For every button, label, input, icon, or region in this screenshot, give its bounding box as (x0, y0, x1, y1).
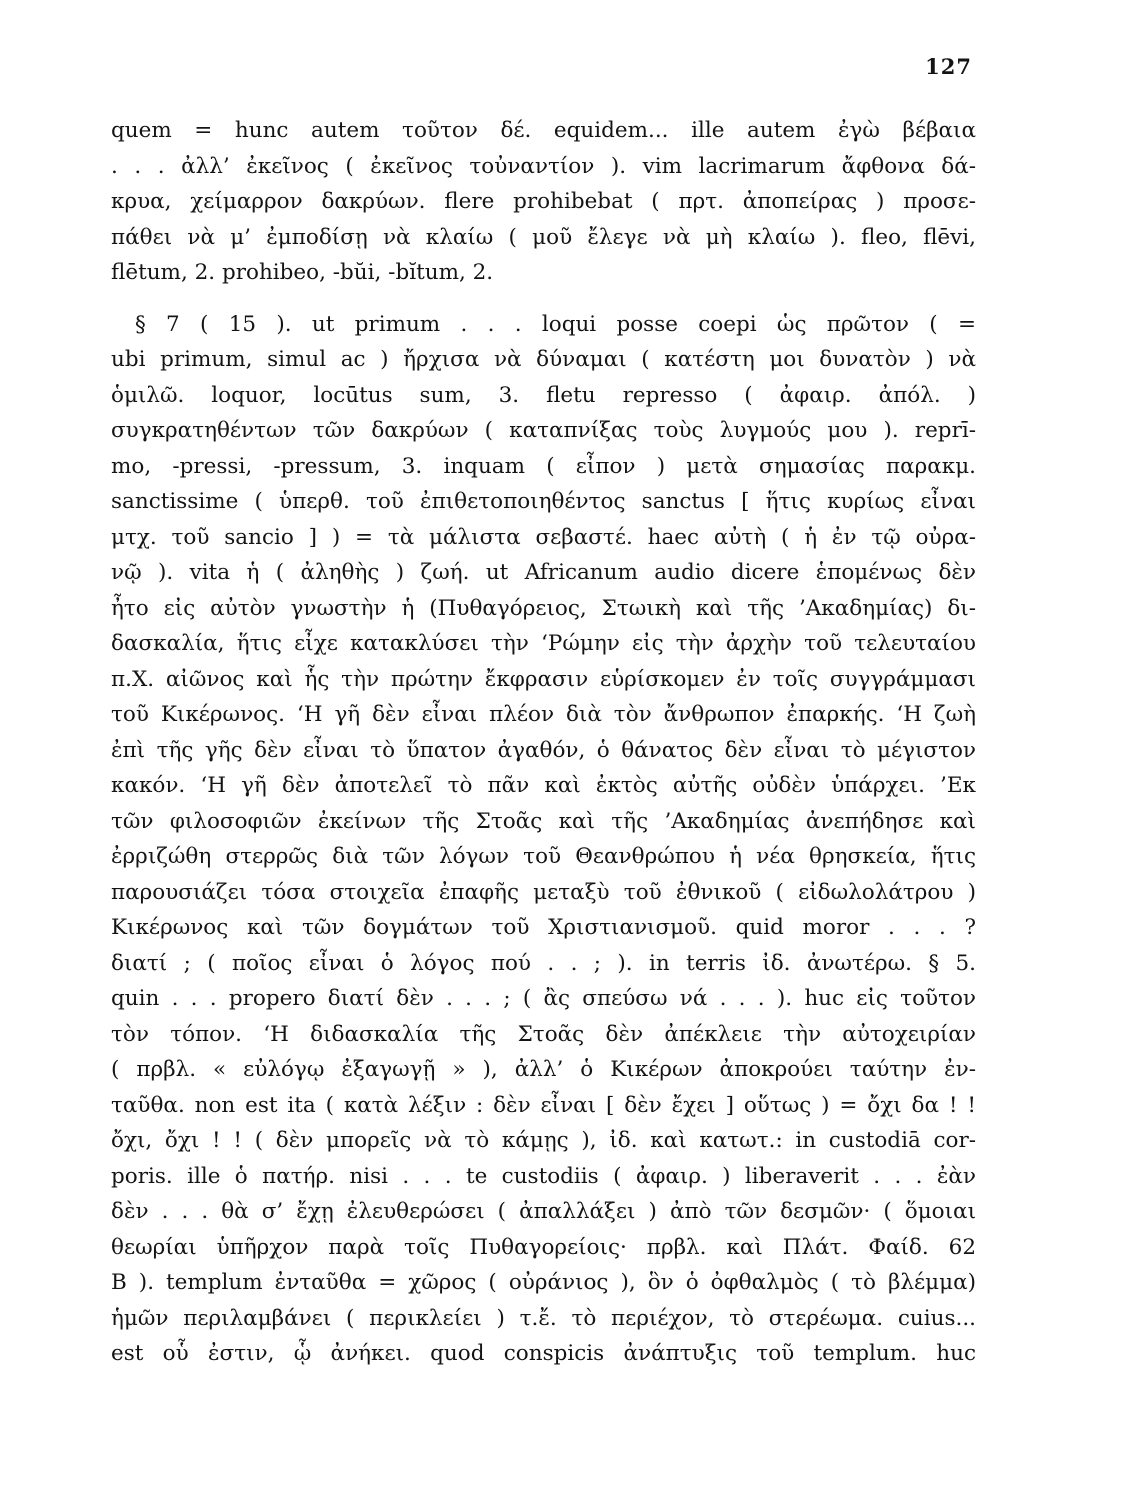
text-line: ἐπὶ τῆς γῆς δὲν εἶναι τὸ ὕπατον ἀγαθόν, ὁ θάνατος δὲν εἶναι τὸ μέγιστον (111, 737, 976, 763)
text-line: νῷ ). vita ἡ ( ἀληθὴς ) ζωή. ut Africanum audio dicere ἑπομένως δὲν (111, 560, 976, 585)
text-line: δασκαλία, ἥτις εἶχε κατακλύσει τὴν ‘Ρώμην εἰς τὴν ἀρχὴν τοῦ τελευταίου (111, 631, 976, 656)
text-line: quem = hunc autem τοῦτον δέ. equidem... ille autem ἐγὼ βέβαια (111, 118, 976, 143)
text-line: συγκρατηθέντων τῶν δακρύων ( καταπνίξας τοὺς λυγμούς μου ). reprī- (111, 418, 976, 443)
text-line: quin . . . propero διατί δὲν . . . ; ( ἂς σπεύσω νά . . . ). huc εἰς τοῦτον (111, 986, 976, 1011)
text-line: ( πρβλ. « εὐλόγῳ ἐξαγωγῇ » ), ἀλλ’ ὁ Κικέρων ἀποκρούει ταύτην ἐν- (111, 1057, 976, 1082)
text-line: . . . ἀλλ’ ἐκεῖνος ( ἐκεῖνος τοὐναντίον ). vim lacrimarum ἄφθονα δά- (111, 153, 976, 179)
text-line: διατί ; ( ποῖος εἶναι ὁ λόγος πού . . ; ). in terris ἰδ. ἀνωτέρω. § 5. (111, 950, 976, 976)
text-line: flētum, 2. prohibeo, -bŭi, -bĭtum, 2. (111, 260, 494, 285)
text-line: ταῦθα. non est ita ( κατὰ λέξιν : δὲν εἶναι [ δὲν ἔχει ] οὕτως ) = ὄχι δα ! ! (111, 1092, 976, 1118)
text-line: sanctissime ( ὑπερθ. τοῦ ἐπιθετοποιηθέντος sanctus [ ἥτις κυρίως εἶναι (111, 489, 976, 514)
text-line: poris. ille ὁ πατήρ. nisi . . . te custodiis ( ἀφαιρ. ) liberaverit . . . ἐὰν (111, 1163, 976, 1189)
text-line: ubi primum, simul ac ) ἤρχισα νὰ δύναμαι ( κατέστη μοι δυνατὸν ) νὰ (111, 347, 976, 372)
text-line: τὸν τόπον. ‘Η διδασκαλία τῆς Στοᾶς δὲν ἀπέκλειε τὴν αὐτοχειρίαν (111, 1021, 976, 1047)
text-line: est οὗ ἐστιν, ᾧ ἀνήκει. quod conspicis ἀνάπτυξις τοῦ templum. huc (111, 1341, 976, 1366)
text-line: πάθει νὰ μ’ ἐμποδίσῃ νὰ κλαίω ( μοῦ ἔλεγε νὰ μὴ κλαίω ). fleo, flēvi, (111, 224, 976, 250)
text-line: π.Χ. αἰῶνος καὶ ἧς τὴν πρώτην ἔκφρασιν εὑρίσκομεν ἐν τοῖς συγγράμμασι (111, 666, 976, 692)
text-line: τοῦ Κικέρωνος. ‘Η γῆ δὲν εἶναι πλέον διὰ τὸν ἄνθρωπον ἐπαρκής. ‘Η ζωὴ (111, 702, 976, 727)
text-line: Β ). templum ἐνταῦθα = χῶρος ( οὐράνιος ), ὃν ὁ ὀφθαλμὸς ( τὸ βλέμμα) (111, 1270, 976, 1295)
text-line: ἐρριζώθη στερρῶς διὰ τῶν λόγων τοῦ Θεανθρώπου ἡ νέα θρησκεία, ἥτις (111, 844, 976, 869)
text-line: ἦτο εἰς αὐτὸν γνωστὴν ἡ (Πυθαγόρειος, Στωικὴ καὶ τῆς ’Ακαδημίας) δι- (111, 595, 976, 621)
text-line: κακόν. ‘Η γῆ δὲν ἀποτελεῖ τὸ πᾶν καὶ ἐκτὸς αὐτῆς οὐδὲν ὑπάρχει. ’Εκ (111, 773, 976, 798)
text-line: τῶν φιλοσοφιῶν ἐκείνων τῆς Στοᾶς καὶ τῆς ’Ακαδημίας ἀνεπήδησε καὶ (111, 808, 976, 834)
text-line: παρουσιάζει τόσα στοιχεῖα ἐπαφῆς μεταξὺ τοῦ ἐθνικοῦ ( εἰδωλολάτρου ) (111, 879, 976, 905)
text-line: § 7 ( 15 ). ut primum . . . loqui posse coepi ὡς πρῶτον ( = (135, 311, 976, 337)
text-line: ὄχι, ὄχι ! ! ( δὲν μπορεῖς νὰ τὸ κάμῃς ), ἰδ. καὶ κατωτ.: in custodiā cor- (111, 1128, 976, 1153)
paragraph-section-7 (111, 307, 976, 1372)
text-line: mo, -pressi, -pressum, 3. inquam ( εἶπον ) μετὰ σημασίας παρακμ. (111, 453, 976, 479)
text-line: Κικέρωνος καὶ τῶν δογμάτων τοῦ Χριστιανισμοῦ. quid moror . . . ? (111, 915, 976, 940)
text-line: δὲν . . . θὰ σ’ ἔχῃ ἐλευθερώσει ( ἀπαλλάξει ) ἀπὸ τῶν δεσμῶν· ( ὅμοιαι (111, 1199, 976, 1224)
page-number: 127 (925, 54, 972, 79)
text-line: θεωρίαι ὑπῆρχον παρὰ τοῖς Πυθαγορείοις· πρβλ. καὶ Πλάτ. Φαίδ. 62 (111, 1234, 976, 1260)
text-line: κρυα, χείμαρρον δακρύων. flere prohibebat ( πρτ. ἀποπείρας ) προσε- (111, 189, 976, 214)
paragraph-vocabulary-notes (111, 113, 976, 291)
text-line: ὁμιλῶ. loquor, locūtus sum, 3. fletu represso ( ἀφαιρ. ἀπόλ. ) (111, 382, 976, 408)
commentary-text (111, 113, 976, 1372)
text-line: μτχ. τοῦ sancio ] ) = τὰ μάλιστα σεβαστέ. haec αὐτὴ ( ἡ ἐν τῷ οὐρα- (111, 524, 976, 550)
text-line: ἡμῶν περιλαμβάνει ( περικλείει ) τ.ἔ. τὸ περιέχον, τὸ στερέωμα. cuius... (111, 1305, 976, 1331)
